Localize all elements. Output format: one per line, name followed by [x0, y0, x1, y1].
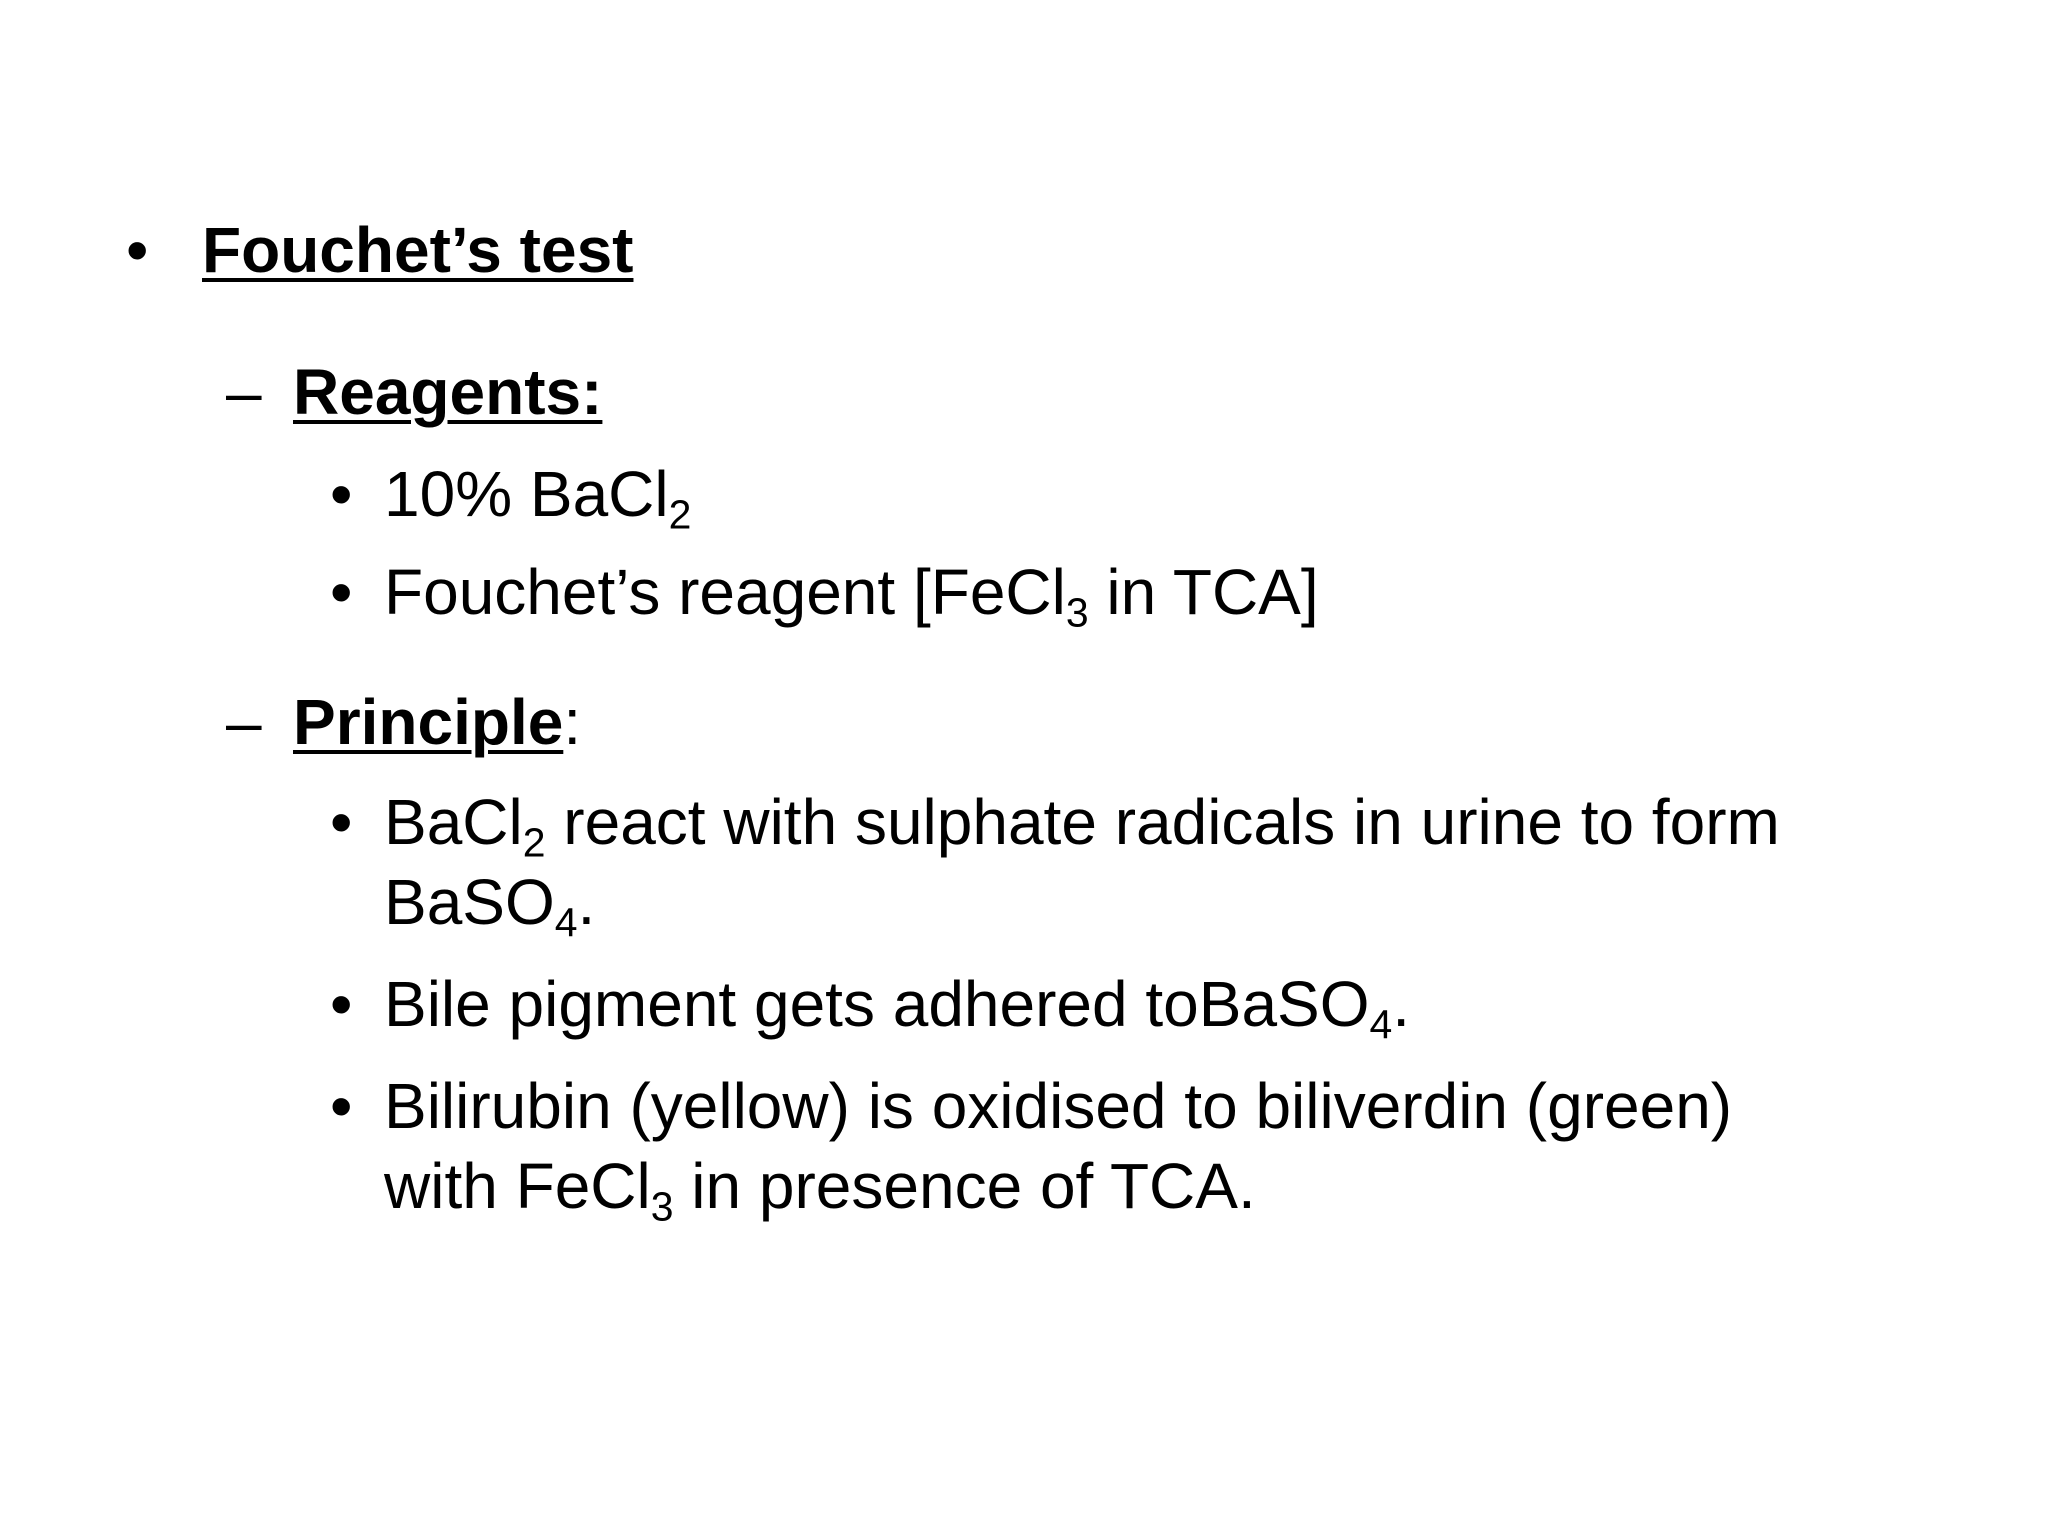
- reagent-2-bullet: •: [330, 556, 353, 628]
- reagents-dash: –: [226, 356, 262, 428]
- reagent-2-tail: in TCA]: [1088, 556, 1319, 628]
- reagent-1-bullet: •: [330, 458, 353, 530]
- principle-2-text-a: Bile pigment gets adhered toBaSO: [384, 968, 1370, 1040]
- principle-1-sub-b: 4: [554, 899, 578, 946]
- principle-2-bullet: •: [330, 968, 353, 1040]
- principle-dash: –: [226, 686, 262, 758]
- principle-colon: :: [563, 686, 582, 758]
- principle-1-text-c: BaSO: [384, 866, 555, 938]
- reagent-1: [384, 458, 692, 538]
- principle-1-text-d: .: [577, 866, 596, 938]
- title-bullet: •: [126, 214, 149, 286]
- title: [202, 214, 634, 286]
- reagent-1-text: 10% BaCl: [384, 458, 669, 530]
- principle-3-text-d: in presence of TCA.: [673, 1150, 1256, 1222]
- reagent-2-sub: 3: [1065, 589, 1089, 636]
- principle-2-text-b: .: [1392, 968, 1411, 1040]
- principle-1-line2: [384, 866, 596, 946]
- principle-3-line2: [384, 1150, 1256, 1230]
- principle-heading: [293, 686, 582, 758]
- reagents-heading: [293, 356, 603, 428]
- principle-3-bullet: •: [330, 1070, 353, 1142]
- reagent-2: [384, 556, 1319, 636]
- principle-2-line1: [384, 968, 1411, 1048]
- principle-3-line1: [384, 1070, 1733, 1142]
- principle-1-sub-a: 2: [522, 819, 546, 866]
- reagents-heading-text: Reagents:: [293, 356, 603, 428]
- principle-1-text-a: BaCl: [384, 786, 523, 858]
- principle-3-sub: 3: [650, 1183, 674, 1230]
- principle-3-text-c: with FeCl: [384, 1150, 651, 1222]
- reagent-2-text: Fouchet’s reagent [FeCl: [384, 556, 1066, 628]
- title-text: Fouchet’s test: [202, 214, 634, 286]
- principle-3-text-a: Bilirubin (yellow) is oxidised to biliverdin (green): [384, 1070, 1733, 1142]
- principle-heading-text: Principle: [293, 686, 564, 758]
- principle-1-line1: [384, 786, 1780, 866]
- reagent-1-sub: 2: [668, 491, 692, 538]
- principle-1-bullet: •: [330, 786, 353, 858]
- principle-1-text-b: react with sulphate radicals in urine to form: [545, 786, 1780, 858]
- principle-2-sub: 4: [1369, 1001, 1393, 1048]
